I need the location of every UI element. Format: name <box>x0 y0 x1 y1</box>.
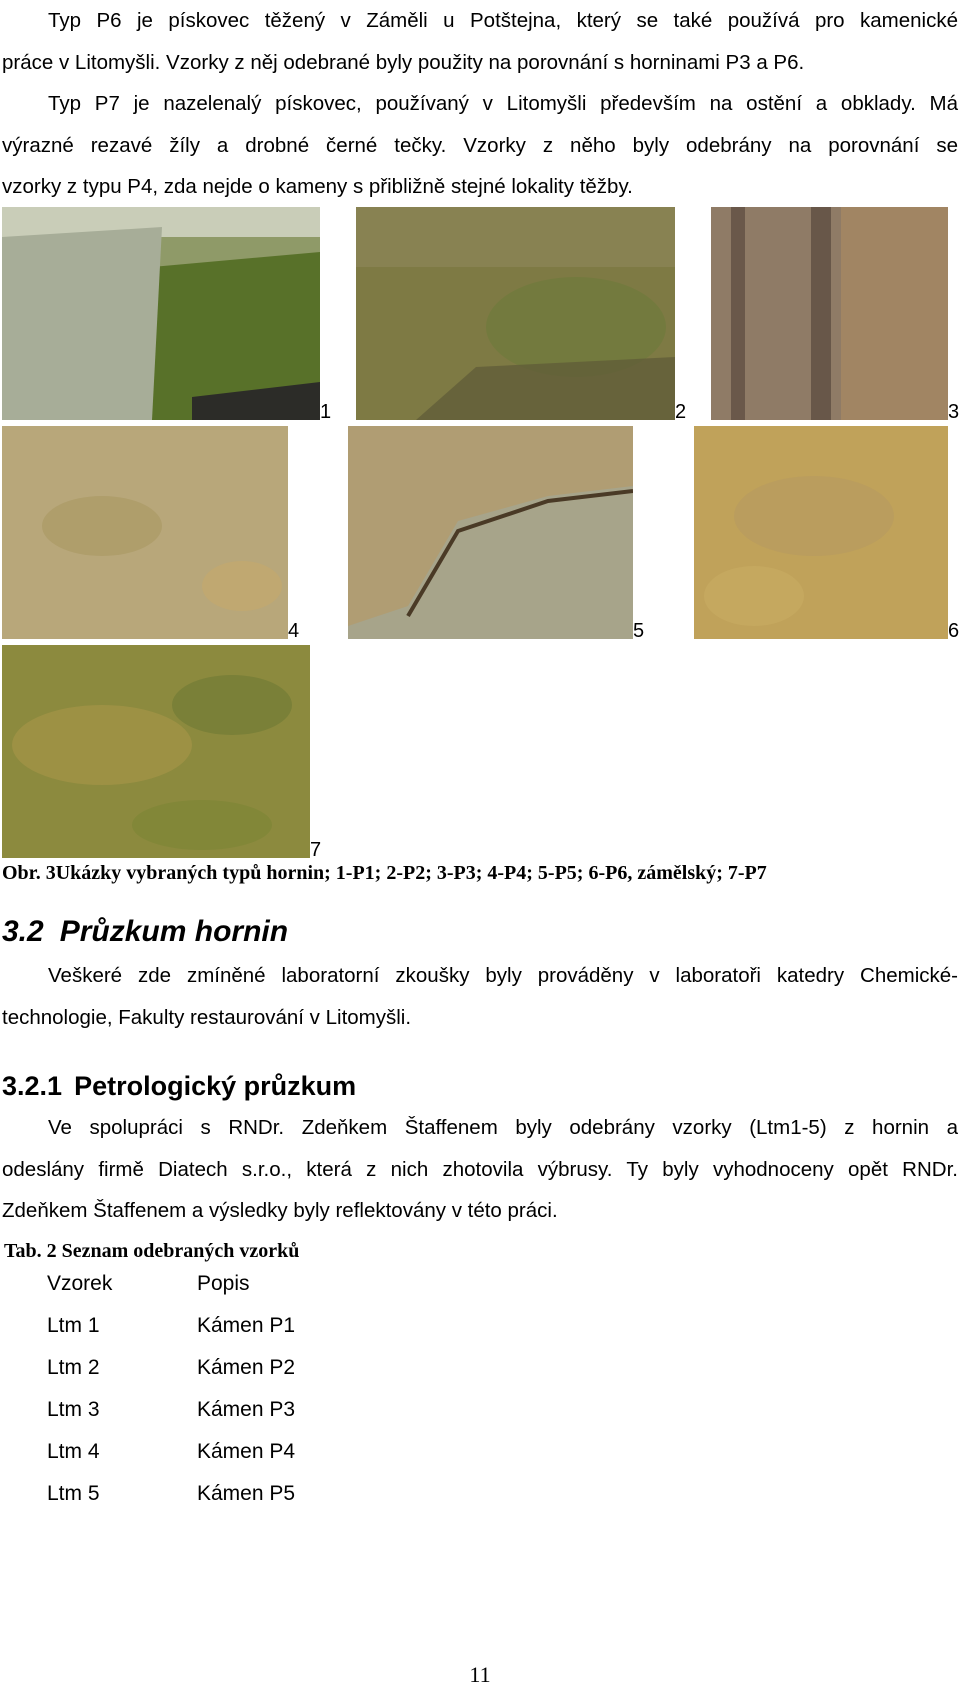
table-header-cell: Vzorek <box>47 1272 113 1295</box>
stone-photo-p3 <box>711 207 948 420</box>
stone-photo-p2 <box>356 207 675 420</box>
section-title: Průzkum hornin <box>59 915 289 948</box>
intro-line: výrazné rezavé žíly a drobné černé tečky. Vzorky z něho byly odebrány na porovnání se <box>2 133 958 157</box>
table-row <box>47 1389 397 1431</box>
figure-label-1: 1 <box>320 401 332 423</box>
figure-label-4: 4 <box>288 620 300 642</box>
samples-table <box>47 1263 397 1515</box>
subsection-paragraph <box>2 1107 958 1232</box>
table-cell: Kámen P1 <box>197 1314 296 1337</box>
intro-paragraph <box>2 0 958 208</box>
stone-photo-p7 <box>2 645 310 858</box>
intro-line: Typ P7 je nazelenalý pískovec, používaný v Litomyšli především na ostění a obklady. Má <box>48 92 958 115</box>
table-header-row <box>47 1263 397 1305</box>
table-cell: Kámen P2 <box>197 1356 296 1379</box>
figure-label-2: 2 <box>675 401 687 423</box>
section-paragraph <box>2 955 958 1038</box>
table-cell: Kámen P4 <box>197 1440 296 1463</box>
section-line: technologie, Fakulty restaurování v Litomyšli. <box>2 1005 412 1029</box>
table-row <box>47 1473 397 1515</box>
table-row <box>47 1431 397 1473</box>
table-cell: Ltm 3 <box>47 1398 100 1421</box>
section-number: 3.2 <box>2 915 44 948</box>
table-cell: Ltm 1 <box>47 1314 100 1337</box>
subsection-heading <box>2 1071 356 1102</box>
stone-photo-p6 <box>694 426 948 639</box>
table-cell: Ltm 5 <box>47 1482 100 1505</box>
section-line: Veškeré zde zmíněné laboratorní zkoušky byly prováděny v laboratoři katedry Chemické- <box>48 964 958 987</box>
subsection-title: Petrologický průzkum <box>74 1071 357 1101</box>
subsection-line: Ve spolupráci s RNDr. Zdeňkem Štaffenem byly odebrány vzorky (Ltm1-5) z hornin a <box>48 1116 958 1139</box>
subsection-number: 3.2.1 <box>2 1071 63 1101</box>
intro-line: vzorky z typu P4, zda nejde o kameny s přibližně stejné lokality těžby. <box>2 175 633 198</box>
intro-line: Typ P6 je pískovec těžený v Záměli u Potštejna, který se také používá pro kamenické <box>48 9 958 32</box>
intro-line: práce v Litomyšli. Vzorky z něj odebrané byly použity na porovnání s horninami P3 a P6. <box>2 50 805 74</box>
figure-label-7: 7 <box>310 839 322 861</box>
page-number: 11 <box>469 1662 491 1687</box>
section-heading <box>2 915 288 949</box>
table-row <box>47 1305 397 1347</box>
stone-photo-p4 <box>2 426 288 639</box>
table-cell: Kámen P5 <box>197 1482 296 1505</box>
table-header-cell: Popis <box>197 1272 250 1295</box>
subsection-line: odeslány firmě Diatech s.r.o., která z nich zhotovila výbrusy. Ty byly vyhodnoceny opět RNDr. <box>2 1157 958 1181</box>
table-cell: Ltm 4 <box>47 1440 100 1463</box>
stone-photo-p1 <box>2 207 320 420</box>
table-caption: Tab. 2 Seznam odebraných vzorků <box>4 1240 300 1262</box>
figure-label-3: 3 <box>948 401 960 423</box>
table-cell: Ltm 2 <box>47 1356 100 1379</box>
table-cell: Kámen P3 <box>197 1398 296 1421</box>
figure-label-6: 6 <box>948 620 960 642</box>
stone-photo-p5 <box>348 426 633 639</box>
table-row <box>47 1347 397 1389</box>
figure-label-5: 5 <box>633 620 645 642</box>
figure-caption: Obr. 3Ukázky vybraných typů hornin; 1-P1; 2-P2; 3-P3; 4-P4; 5-P5; 6-P6, zámělský; 7-P7 <box>2 862 767 884</box>
subsection-line: Zdeňkem Štaffenem a výsledky byly reflektovány v této práci. <box>2 1199 558 1222</box>
